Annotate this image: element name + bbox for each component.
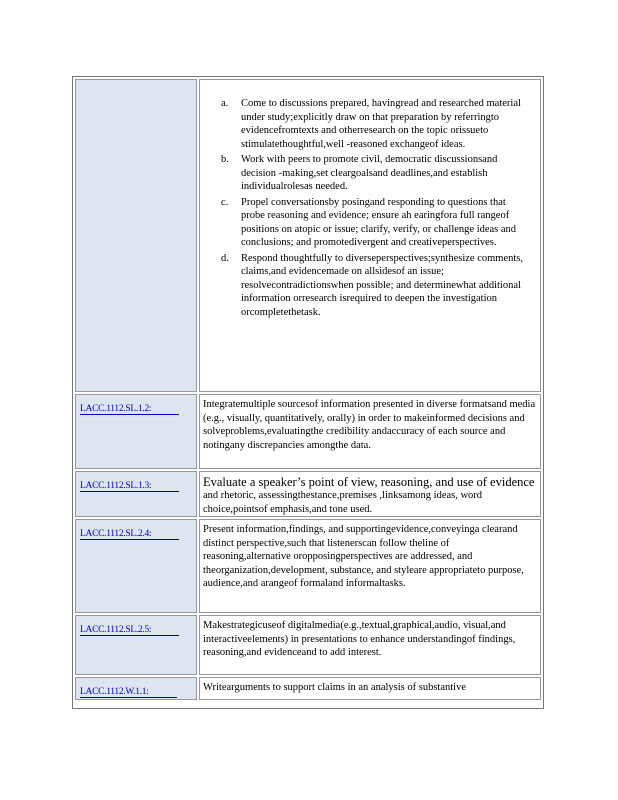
standards-table [73,77,543,702]
text-cell [199,79,541,392]
discussion-list [203,97,536,319]
code-cell [75,519,197,613]
body-text: and rhetoric, assessingthestance,premises ,linksamong ideas, word choice,pointsof emphasis,and tone used. [203,490,483,515]
list-item: a. Come to discussions prepared, havingread and researched material under study;explicitly draw on that preparation by referringto evidencefromtexts and otherresearch on the topic orissueto stimulatethoughtful,well -reasoned exchangeof ideas. [221,98,521,150]
lead-text: Evaluate a speaker’s point of view, reasoning, and use of evidence [203,475,535,489]
text-cell: Makestrategicuseof digitalmedia(e.g.,textual,graphical,audio, visual,and interactiveelements) in presentations to enhance understandingof findings, reasoning,and evidenceand to add interest. [199,615,541,675]
standard-code-link[interactable]: LACC.1112.SL.2.4: [80,529,179,540]
code-cell [75,615,197,675]
standard-code-link[interactable]: LACC.1112.SL.2.5: [80,625,179,636]
standard-code-link[interactable]: LACC.1112.W.1.1: [80,687,177,698]
text-cell: Writearguments to support claims in an analysis of substantive [199,677,541,700]
table-row [75,615,541,675]
text-cell [199,471,541,517]
table-row [75,79,541,392]
table-row [75,519,541,613]
list-item: b. Work with peers to promote civil, democratic discussionsand decision -making,set cleargoalsand deadlines,and establish individualrolesas needed. [221,154,498,192]
list-item: c. Propel conversationsby posingand responding to questions that probe reasoning and evidence; ensure ah earingfora full rangeof positions on atopic or issue; clarify, verify, or challenge ideas and conclusions; and promotedivergent and creativeperspectives. [221,196,517,248]
table-row [75,394,541,469]
standard-code-link[interactable]: LACC.1112.SL.1.3: [80,481,179,492]
code-cell [75,79,197,392]
standards-table-frame [72,76,544,709]
text-cell: Integratemultiple sourcesof information presented in diverse formatsand media (e.g., visually, quantitatively, orally) in order to makeinformed decisions and solveproblems,evaluatingthe credibility andaccuracy of each source and notingany discrepancies amongthe data. [199,394,541,469]
list-item: d. Respond thoughtfully to diverseperspectives;synthesize comments, claims,and evidencemade on allsidesof an issue; resolvecontradictionswhen possible; and determinewhat additional information orresearch isrequired to deepen the investigation orcompletethetask. [221,252,523,318]
code-cell [75,394,197,469]
standard-code-link[interactable]: LACC.1112.SL.1.2: [80,404,179,415]
table-row [75,677,541,700]
code-cell [75,471,197,517]
text-cell: Present information,findings, and supportingevidence,conveyinga clearand distinct perspective,such that listenerscan follow theline of reasoning,alternative oropposingperspectives are addressed, and theorganization,development, substance, and styleare appropriateto purpose, audience,and arangeof formaland informaltasks. [199,519,541,613]
code-cell [75,677,197,700]
table-row [75,471,541,517]
